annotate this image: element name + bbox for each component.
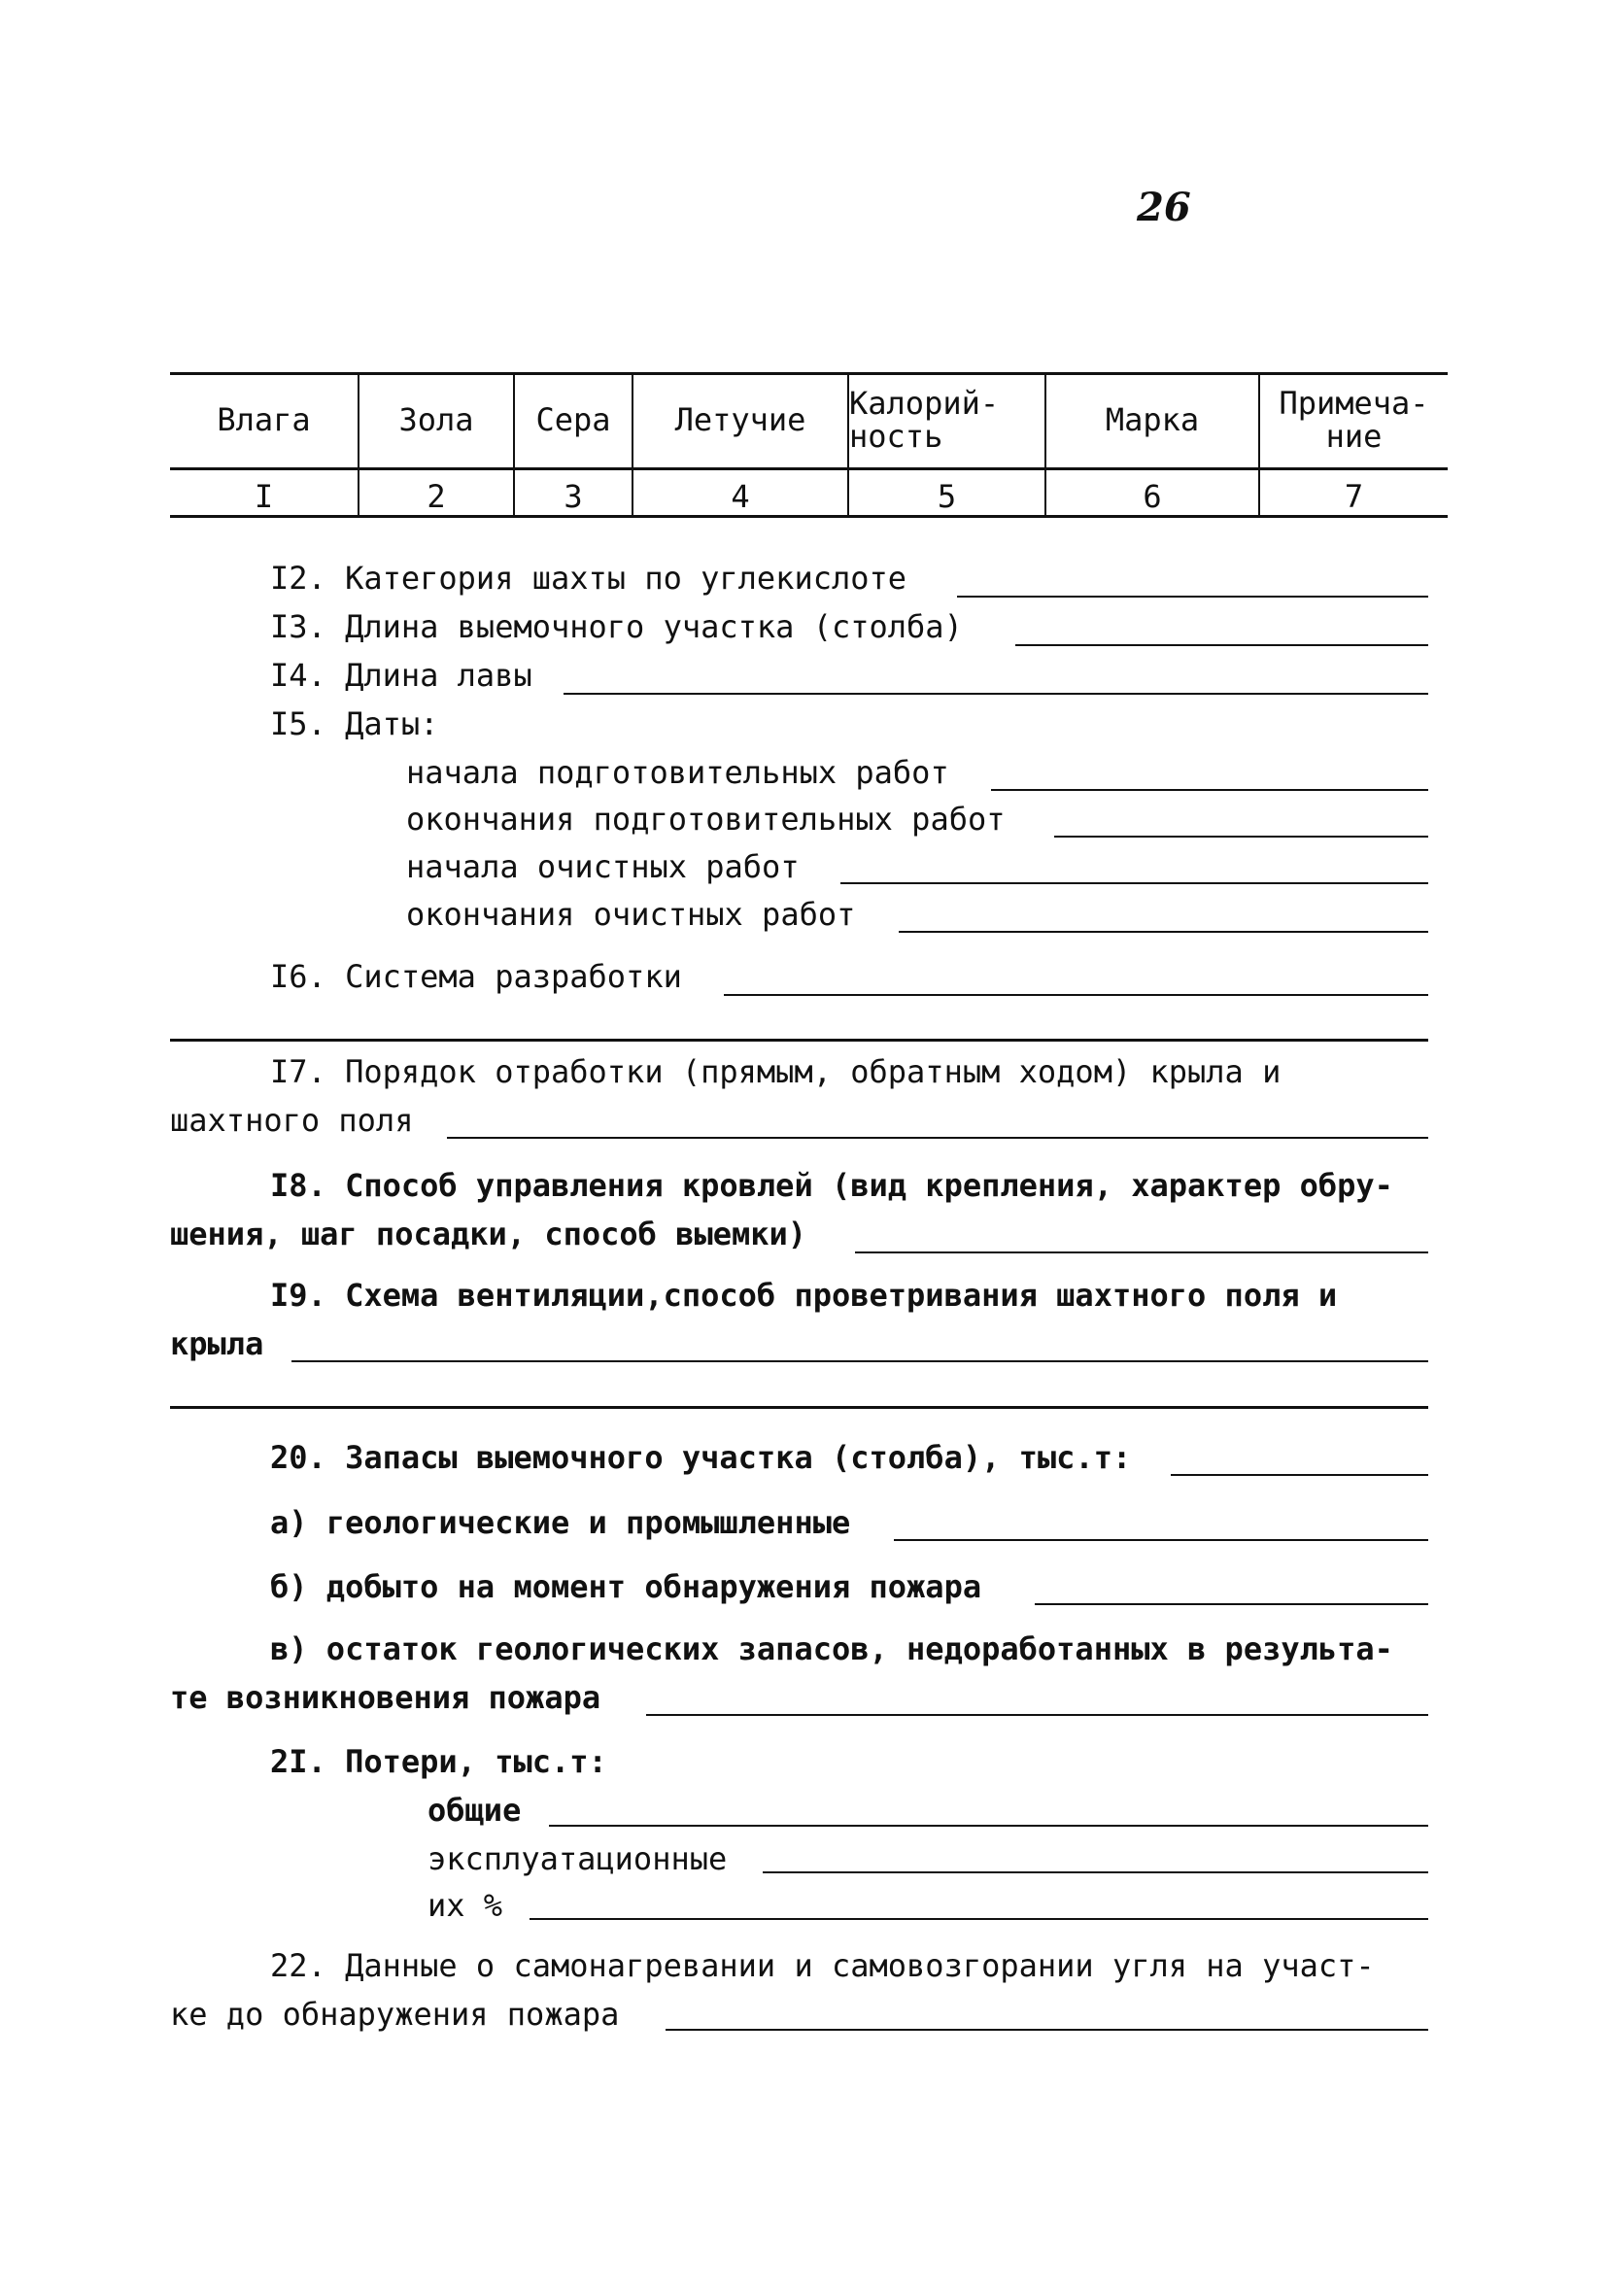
item-21b-blank[interactable] <box>763 1871 1428 1873</box>
item-21-label: 2I. Потери, тыс.т: <box>270 1743 607 1780</box>
item-20-blank[interactable] <box>1171 1474 1428 1476</box>
col-number: 7 <box>1344 478 1364 515</box>
col-number: I <box>254 478 274 515</box>
item-20c-label-1: в) остаток геологических запасов, недоработанных в результа- <box>270 1630 1393 1667</box>
header-ash: Зола <box>398 401 474 438</box>
item-15a-blank[interactable] <box>991 789 1428 791</box>
item-12-blank[interactable] <box>957 596 1428 598</box>
item-19-blank[interactable] <box>291 1360 1428 1362</box>
item-18-label-2: шения, шаг посадки, способ выемки) <box>170 1216 807 1252</box>
item-15-label: I5. Даты: <box>270 705 439 742</box>
col-number: 4 <box>731 478 750 515</box>
item-20b-label: б) добыто на момент обнаружения пожара <box>270 1568 982 1605</box>
item-22-blank[interactable] <box>666 2029 1428 2031</box>
col-number: 5 <box>937 478 957 515</box>
item-13-label: I3. Длина выемочного участка (столба) <box>270 608 963 645</box>
item-15c-blank[interactable] <box>840 882 1428 884</box>
item-17-label-2: шахтного поля <box>170 1102 414 1139</box>
header-sulfur: Сера <box>535 401 611 438</box>
item-19-extra-line[interactable] <box>170 1406 1428 1409</box>
item-16-extra-line[interactable] <box>170 1039 1428 1042</box>
col-number: 6 <box>1143 478 1162 515</box>
col-number: 2 <box>427 478 446 515</box>
item-15c-label: начала очистных работ <box>406 848 800 885</box>
table-bottom-rule <box>170 515 1448 518</box>
item-17-label-1: I7. Порядок отработки (прямым, обратным ходом) крыла и <box>270 1053 1282 1090</box>
item-15a-label: начала подготовительных работ <box>406 754 949 791</box>
item-15d-label: окончания очистных работ <box>406 896 856 933</box>
item-19-label-1: I9. Схема вентиляции,способ проветривания шахтного поля и <box>270 1277 1338 1314</box>
item-15b-label: окончания подготовительных работ <box>406 801 1006 838</box>
item-19-label-2: крыла <box>170 1325 264 1362</box>
item-15b-blank[interactable] <box>1054 836 1428 838</box>
item-20a-label: а) геологические и промышленные <box>270 1504 851 1541</box>
item-22-label-2: ке до обнаружения пожара <box>170 1996 620 2033</box>
item-21b-label: эксплуатационные <box>427 1840 728 1877</box>
item-21c-blank[interactable] <box>530 1918 1428 1920</box>
item-15d-blank[interactable] <box>899 931 1428 933</box>
item-14-blank[interactable] <box>564 693 1428 695</box>
header-grade: Марка <box>1105 401 1200 438</box>
item-20c-label-2: те возникновения пожара <box>170 1679 601 1716</box>
header-volatiles: Летучие <box>674 401 806 438</box>
page-number: 26 <box>1137 185 1191 230</box>
item-14-label: I4. Длина лавы <box>270 657 532 694</box>
item-18-label-1: I8. Способ управления кровлей (вид крепления, характер обру- <box>270 1167 1393 1204</box>
header-calorific: Калорий- ность <box>849 385 1000 455</box>
item-21a-label: общие <box>427 1792 522 1829</box>
item-12-label: I2. Категория шахты по углекислоте <box>270 560 907 597</box>
item-16-blank[interactable] <box>724 994 1428 996</box>
item-16-label: I6. Система разработки <box>270 958 682 995</box>
table-top-rule <box>170 372 1448 375</box>
table-header-rule <box>170 467 1448 470</box>
item-21c-label: их % <box>427 1887 503 1924</box>
item-17-blank[interactable] <box>447 1137 1428 1139</box>
item-22-label-1: 22. Данные о самонагревании и самовозгорании угля на участ- <box>270 1947 1375 1984</box>
item-20-label: 20. Запасы выемочного участка (столба), тыс.т: <box>270 1439 1132 1476</box>
item-21a-blank[interactable] <box>549 1825 1428 1827</box>
item-20a-blank[interactable] <box>894 1539 1428 1541</box>
item-18-blank[interactable] <box>855 1251 1428 1253</box>
item-20b-blank[interactable] <box>1035 1603 1428 1605</box>
item-20c-blank[interactable] <box>646 1714 1428 1716</box>
header-notes: Примеча- ние <box>1279 385 1429 455</box>
col-number: 3 <box>564 478 583 515</box>
header-moisture: Влага <box>217 401 311 438</box>
item-13-blank[interactable] <box>1015 644 1428 646</box>
